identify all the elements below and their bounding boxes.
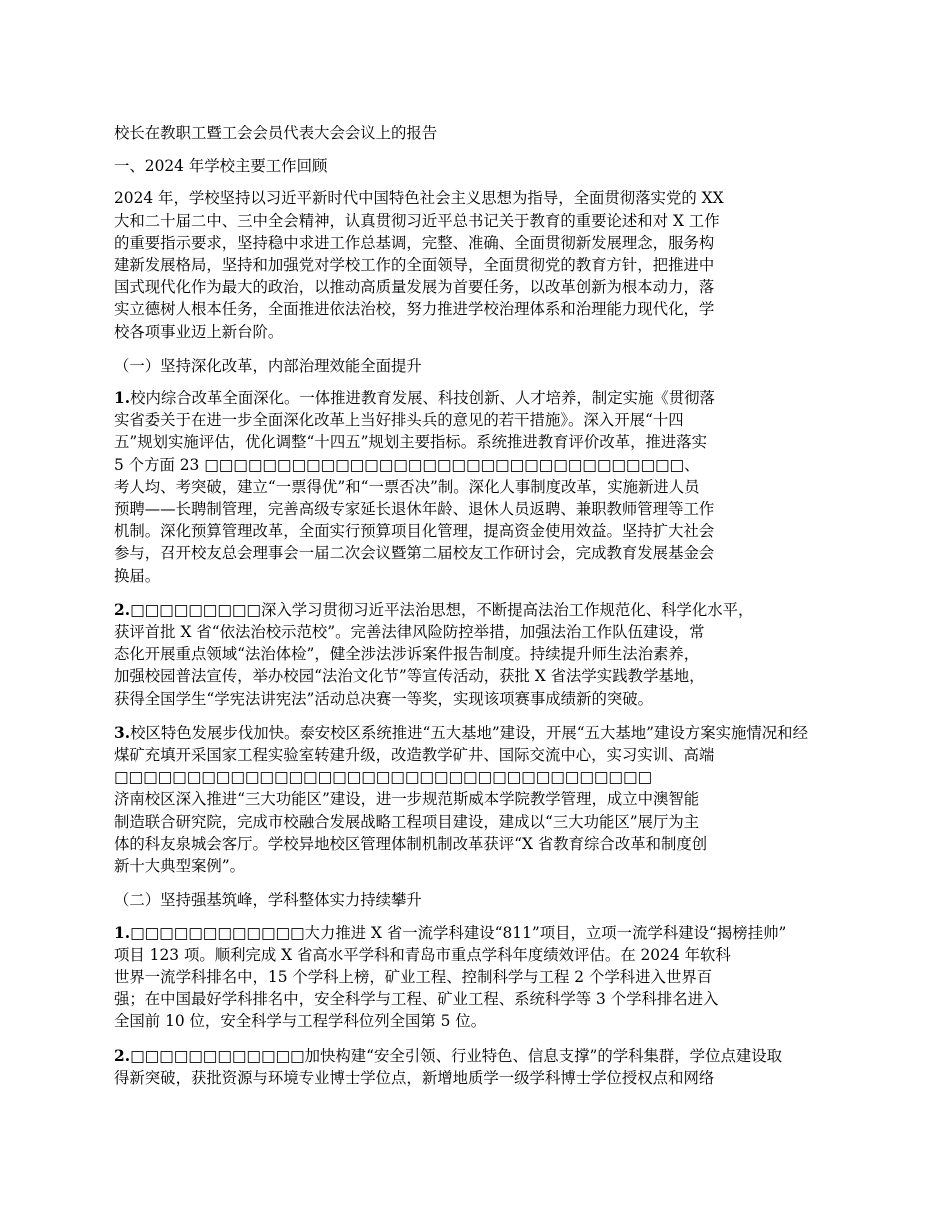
item-1-1-number: 1. [114,389,131,408]
item-1-3-line-5: 制造联合研究院，完成市校融合发展战略工程项目建设，建成以“三大功能区”展厅为主 [114,812,700,831]
item-1-1-line-1 [114,387,950,409]
item-1-2-line-4: 加强校园普法宣传，举办校园“法治文化节”等宣传活动，获批 X 省法学实践教学基地， [114,667,705,686]
item-2-2-line-1 [114,1045,950,1067]
document-title: 校长在教职工暨工会会员代表大会会议上的报告 [114,124,438,142]
intro-line-1: 2024 年，学校坚持以习近平新时代中国特色社会主义思想为指导，全面贯彻落实党的 XX [114,189,724,208]
item-1-2-line-5: 获得全国学生“学宪法讲宪法”活动总决赛一等奖，实现该项赛事成绩新的突破。 [114,689,654,708]
item-1-1-line-2: 实省委关于在进一步全面深化改革上当好排头兵的意见的若干措施》。深入开展“十四 [114,411,684,430]
item-1-3-number: 3. [114,723,131,742]
item-1-3-line-2: 煤矿充填开采国家工程实验室转建升级，改造教学矿井、国际交流中心，实习实训、高端 [114,746,715,765]
item-2-2-number: 2. [114,1046,131,1065]
subsection-heading-1: （一）坚持深化改革，内部治理效能全面提升 [114,356,422,375]
item-2-2-line-2: 得新突破，获批资源与环境专业博士学位点，新增地质学一级学科博士学位授权点和网络 [114,1068,715,1087]
item-2-1-line-1 [114,922,950,944]
item-2-1-line-3: 世界一流学科排名中，15 个学科上榜，矿业工程、控制科学与工程 2 个学科进入世界百 [114,967,713,986]
intro-paragraph [114,187,950,342]
intro-line-3: 的重要指示要求，坚持稳中求进工作总基调，完整、准确、全面贯彻新发展理念，服务构 [114,233,715,252]
item-1-1-line-5: 考人均、考突破，建立“一票得优”和“一票否决”制。深化人事制度改革，实施新进人员 [114,477,700,496]
item-1-1-line-7: 机制。深化预算管理改革，全面实行预算项目化管理，提高资金使用效益。坚持扩大社会 [114,522,715,541]
item-1-1-line-3: 五”规划实施评估，优化调整“十四五”规划主要指标。系统推进教育评价改革，推进落实 [114,433,708,452]
intro-line-5: 国式现代化作为最大的政治，以推动高质量发展为首要任务，以改革创新为根本动力，落 [114,278,715,297]
item-1-3-line-7: 新十大典型案例”。 [114,857,245,876]
item-1-2-line-3: 态化开展重点领域“法治体检”，健全涉法涉诉案件报告制度。持续提升师生法治素养， [114,645,700,664]
item-1-2-paragraph [114,599,950,710]
item-1-2-line-1-text: □□□□□□□□□深入学习贯彻习近平法治思想，不断提高法治工作规范化、科学化水平， [130,600,754,619]
item-1-1-line-8: 参与，召开校友总会理事会一届二次会议暨第二届校友工作研讨会，完成教育发展基金会 [114,544,715,563]
item-2-1-number: 1. [114,923,131,942]
item-1-1-paragraph [114,387,950,587]
item-1-1-line-6: 预聘——长聘制管理，完善高级专家延长退休年龄、退休人员返聘、兼职教师管理等工作 [114,500,715,519]
item-1-3-line-1 [114,722,950,744]
item-2-1-paragraph [114,922,950,1033]
item-1-3-paragraph [114,722,950,877]
item-2-2-line-1-text: □□□□□□□□□□□□加快构建“安全引领、行业特色、信息支撑”的学科集群，学位点建设取 [130,1046,783,1065]
item-1-3-line-4: 济南校区深入推进“三大功能区”建设，进一步规范斯威本学院教学管理，成立中澳智能 [114,790,700,809]
item-1-1-line-9: 换届。 [114,566,161,585]
subsection-heading-2: （二）坚持强基筑峰，学科整体实力持续攀升 [114,891,422,910]
item-2-1-line-4: 强；在中国最好学科排名中，安全科学与工程、矿业工程、系统科学等 3 个学科排名进入 [114,990,719,1009]
item-1-3-line-6: 体的科友泉城会客厅。学校异地校区管理体制机制改革获评“X 省教育综合改革和制度创 [114,834,708,853]
section-heading-1: 一、2024 年学校主要工作回顾 [114,157,328,176]
intro-line-7: 校各项事业迈上新台阶。 [114,322,284,341]
item-2-1-line-2: 项目 123 项。顺利完成 X 省高水平学科和青岛市重点学科年度绩效评估。在 2024 年软科 [114,945,731,964]
intro-line-6: 实立德树人根本任务，全面推进依法治校，努力推进学校治理体系和治理能力现代化，学 [114,300,715,319]
item-2-2-paragraph [114,1045,950,1089]
document-body [114,122,950,1101]
item-2-1-line-1-text: □□□□□□□□□□□□大力推进 X 省一流学科建设“811”项目，立项一流学科建设“揭榜挂帅” [130,923,787,942]
item-1-2-line-1 [114,599,950,621]
item-1-2-line-2: 获评首批 X 省“依法治校示范校”。完善法律风险防控举措，加强法治工作队伍建设，常 [114,623,705,642]
intro-line-2: 大和二十届二中、三中全会精神，认真贯彻习近平总书记关于教育的重要论述和对 X 工作 [114,211,720,230]
item-1-1-line-1-text: 校内综合改革全面深化。一体推进教育发展、科技创新、人才培养，制定实施《贯彻落 [130,389,715,408]
item-1-3-line-1-text: 校区特色发展步伐加快。泰安校区系统推进“五大基地”建设，开展“五大基地”建设方案实施情况和经 [130,723,808,742]
item-2-1-line-5: 全国前 10 位，安全科学与工程学科位列全国第 5 位。 [114,1012,487,1031]
intro-line-4: 建新发展格局，坚持和加强党对学校工作的全面领导，全面贯彻党的教育方针，把推进中 [114,256,715,275]
item-1-3-line-3: □□□□□□□□□□□□□□□□□□□□□□□□□□□□□□□□□□□□□ [114,768,653,787]
item-1-2-number: 2. [114,600,131,619]
item-1-1-line-4: 5 个方面 23 □□□□□□□□□□□□□□□□□□□□□□□□□□□□□□□□□、 [114,455,700,474]
